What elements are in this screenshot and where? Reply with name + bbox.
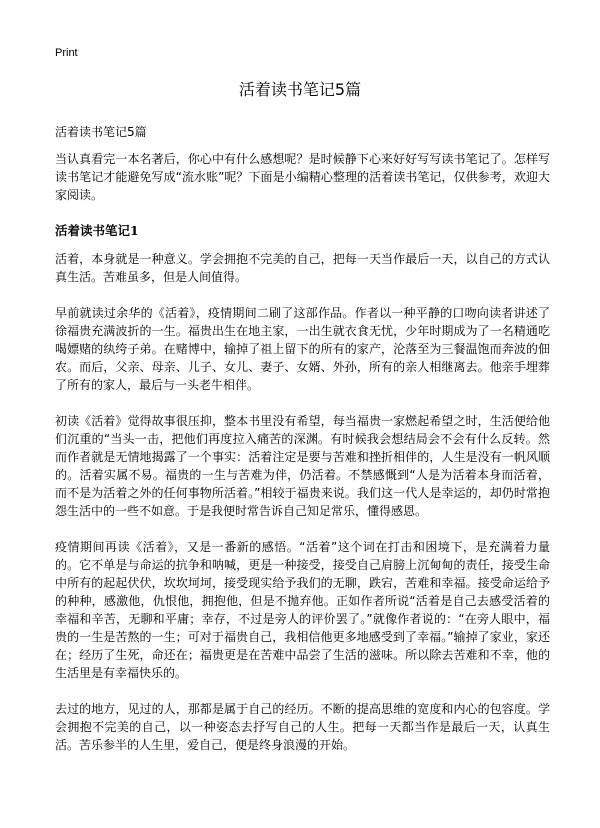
- document-title: 活着读书笔记5篇: [238, 80, 362, 99]
- body-paragraph: 活着，本身就是一种意义。学会拥抱不完美的自己，把每一天当作最后一天，以自己的方式认真生活。苦难虽多，但是人间值得。: [55, 252, 550, 284]
- document-content: [55, 123, 550, 772]
- body-paragraph: 疫情期间再读《活着》，又是一番新的感悟。“活着”这个词在打击和困境下，是充满着力量的。它不单是与命运的抗争和呐喊，更是一种接受，接受自己肩膀上沉甸甸的责任，接受生命中所有的起起伏伏，坎坎坷坷，接受现实给予我们的无聊，跌宕，苦难和幸福。接受命运给予的种种，感激他，仇恨他，拥抱他，但是不抛弃他。正如作者所说“活着是自己去感受活着的幸福和辛苦，无聊和平庸；幸存，不过是旁人的评价罢了。”就像作者说的：“在旁人眼中，福贵的一生是苦熬的一生；可对于福贵自己，我相信他更多地感受到了幸福。”输掉了家业，家还在；经历了生死，命还在；福贵更是在苦难中品尝了生活的滋味。所以除去苦难和不幸，他的生活里是有幸福快乐的。: [55, 540, 550, 680]
- section-heading: 活着读书笔记1: [55, 223, 139, 238]
- intro-paragraph: 当认真看完一本名著后，你心中有什么感想呢？是时候静下心来好好写写读书笔记了。怎样写读书笔记才能避免写成“流水账”呢？下面是小编精心整理的活着读书笔记，仅供参考，欢迎大家阅读。: [55, 152, 550, 202]
- print-label: Print: [55, 47, 78, 59]
- body-paragraph: 初读《活着》觉得故事很压抑，整本书里没有希望，每当福贵一家燃起希望之时，生活便给他们沉重的“当头一击，把他们再度拉入痛苦的深渊。有时候我会想结局会不会有什么反转。然而作者就是无情地揭露了一个事实：活着注定是要与苦难和挫折相伴的，人生是没有一帆风顺的。活着实属不易。福贵的一生与苦难为伴，仍活着。不禁感慨到“人是为活着本身而活着，而不是为活着之外的任何事物所活着。”相较于福贵来说。我们这一代人是幸运的，却仍时常抱怨生活中的一些不如意。于是我便时常告诉自己知足常乐，懂得感恩。: [55, 414, 550, 518]
- body-paragraph: 去过的地方，见过的人，那都是属于自己的经历。不断的提高思维的宽度和内心的包容度。学会拥抱不完美的自己，以一种姿态去抒写自己的人生。把每一天都当作是最后一天，认真生活。苦乐参半的人生里，爱自己，便是终身浪漫的开始。: [55, 702, 550, 752]
- document-subtitle: 活着读书笔记5篇: [55, 125, 147, 139]
- body-paragraph: 早前就读过余华的《活着》，疫情期间二刷了这部作品。作者以一种平静的口吻向读者讲述了徐福贵充满波折的一生。福贵出生在地主家，一出生就衣食无忧，少年时期成为了一名精通吃喝嫖赌的纨绔子弟。在赌博中，输掉了祖上留下的所有的家产，沦落至为三餐温饱而奔波的佃农。而后，父亲、母亲、儿子、女儿、妻子、女婿、外孙，所有的亲人相继离去。他亲手埋葬了所有的家人，最后与一头老牛相伴。: [55, 306, 550, 392]
